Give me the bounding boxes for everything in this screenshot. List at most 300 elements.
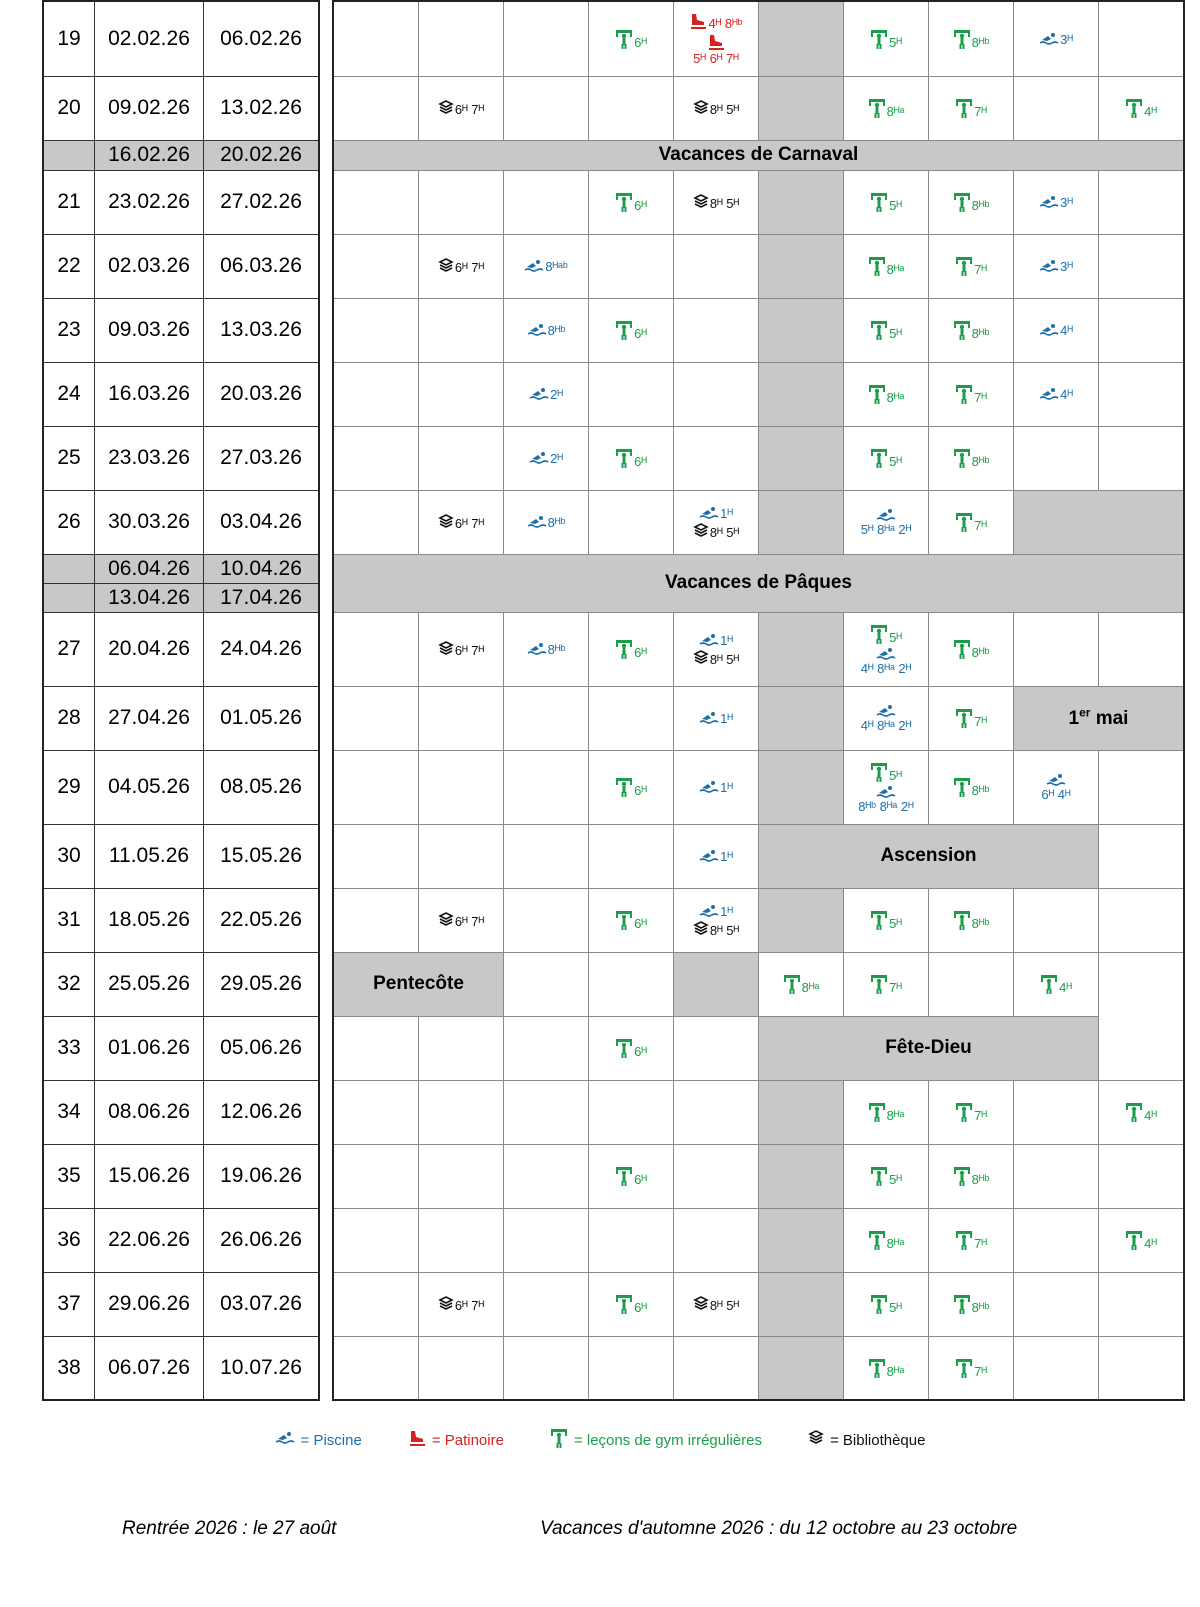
schedule-cell (419, 298, 504, 362)
schedule-cell (1099, 888, 1185, 952)
week-row (43, 888, 319, 952)
schedule-entry (699, 904, 733, 918)
gym-icon (955, 1358, 973, 1378)
schedule-entry (868, 384, 905, 404)
schedule-row (333, 1016, 1184, 1080)
schedule-cell (844, 170, 929, 234)
schedule-cell (1014, 888, 1099, 952)
swim-icon (699, 506, 719, 520)
cell-entries (419, 1296, 503, 1312)
swim-icon (1039, 259, 1059, 273)
schedule-cell (419, 76, 504, 140)
week-row (43, 298, 319, 362)
schedule-cell (844, 234, 929, 298)
cell-entries (844, 508, 928, 536)
schedule-cell (589, 234, 674, 298)
gym-icon (783, 974, 801, 994)
cell-entries (929, 777, 1013, 797)
schedule-row (333, 1, 1184, 76)
class-levels: 5ᴴ (889, 454, 902, 469)
gym-icon (615, 639, 633, 659)
schedule-cell (674, 686, 759, 750)
cell-entries (844, 1294, 928, 1314)
swim-icon (527, 323, 547, 337)
class-levels: 8ᴴᵇ (971, 1172, 990, 1187)
gym-icon (615, 192, 633, 212)
week-number: 27 (43, 612, 95, 686)
schedule-entry (615, 1038, 647, 1058)
week-end-date: 26.06.26 (204, 1208, 320, 1272)
cell-entries (1014, 387, 1098, 401)
class-levels: 5ᴴ (889, 198, 902, 213)
week-end-date: 20.03.26 (204, 362, 320, 426)
book-icon (438, 641, 454, 657)
schedule-cell (674, 1336, 759, 1400)
class-levels: 6ᴴ 7ᴴ (454, 516, 485, 531)
schedule-row (333, 1208, 1184, 1272)
schedule-cell (589, 686, 674, 750)
week-start-date: 23.02.26 (95, 170, 204, 234)
schedule-cell (333, 1016, 419, 1080)
schedule-cell (419, 824, 504, 888)
week-end-date: 27.03.26 (204, 426, 320, 490)
schedule-cell (674, 1144, 759, 1208)
gym-icon (615, 29, 633, 49)
cell-entries (844, 1358, 928, 1378)
week-row (43, 140, 319, 170)
cell-entries (589, 639, 673, 659)
gym-icon (955, 1102, 973, 1122)
week-start-date: 23.03.26 (95, 426, 204, 490)
week-number: 19 (43, 1, 95, 76)
class-levels: 8ᴴᵇ (547, 642, 566, 657)
week-number: 35 (43, 1144, 95, 1208)
schedule-cell (844, 1144, 929, 1208)
class-levels: 4ᴴ (1060, 323, 1073, 338)
class-levels: 8ᴴᵇ (971, 645, 990, 660)
schedule-cell (844, 426, 929, 490)
schedule-entry (861, 508, 911, 536)
week-start-date: 20.04.26 (95, 612, 204, 686)
schedule-cell (674, 750, 759, 824)
schedule-cell (504, 952, 589, 1016)
schedule-cell (419, 1144, 504, 1208)
class-levels: 7ᴴ (974, 714, 987, 729)
class-levels: 5ᴴ (889, 916, 902, 931)
week-number: 32 (43, 952, 95, 1016)
schedule-cell (929, 888, 1014, 952)
holiday-premier-mai (1014, 686, 1185, 750)
class-levels: 5ᴴ (889, 34, 902, 50)
gym-icon (870, 624, 888, 644)
schedule-entry (529, 451, 563, 465)
closed-cell (759, 612, 844, 686)
gym-icon (955, 708, 973, 728)
schedule-entry (1039, 387, 1073, 401)
book-icon (693, 1296, 709, 1312)
closed-cell (759, 362, 844, 426)
schedule-cell (419, 490, 504, 554)
holiday-banner-carnaval: Vacances de Carnaval (333, 140, 1184, 170)
schedule-row (333, 612, 1184, 686)
schedule-entry (870, 448, 902, 468)
class-levels: 4ᴴ (1144, 1236, 1157, 1251)
cell-entries (674, 100, 758, 116)
schedule-cell (844, 362, 929, 426)
schedule-entry (953, 320, 990, 340)
schedule-cell (333, 824, 419, 888)
schedule-entry (1041, 773, 1070, 801)
book-icon (438, 912, 454, 928)
gym-icon (870, 448, 888, 468)
schedule-cell (674, 76, 759, 140)
schedule-entry (1040, 974, 1072, 994)
cell-entries (1099, 1230, 1183, 1250)
schedule-cell (1099, 298, 1185, 362)
schedule-cell (1099, 612, 1185, 686)
class-levels: 5ᴴ (889, 326, 902, 341)
schedule-entry (615, 29, 647, 49)
schedule-cell (419, 170, 504, 234)
schedule-cell (333, 612, 419, 686)
gym-icon (870, 974, 888, 994)
schedule-cell (1099, 76, 1185, 140)
class-levels: 6ᴴ (634, 1172, 647, 1187)
schedule-cell (674, 824, 759, 888)
class-levels: 5ᴴ (889, 629, 902, 645)
schedule-entry (693, 33, 739, 65)
schedule-cell (333, 1272, 419, 1336)
class-levels: 7ᴴ (974, 262, 987, 277)
note-rentree: Rentrée 2026 : le 27 août (122, 1518, 337, 1539)
activity-schedule-grid (332, 0, 1185, 1401)
cell-entries (929, 708, 1013, 728)
gym-icon (870, 29, 888, 49)
schedule-cell (504, 170, 589, 234)
class-levels: 7ᴴ (889, 980, 902, 995)
class-levels: 8ᴴ 5ᴴ (709, 102, 740, 117)
class-levels: 8ᴴᵇ (971, 326, 990, 341)
schedule-entry (615, 639, 647, 659)
cell-entries (929, 910, 1013, 930)
schedule-cell (504, 76, 589, 140)
week-number (43, 140, 95, 170)
schedule-cell (589, 1208, 674, 1272)
schedule-cell (1014, 1336, 1099, 1400)
cell-entries (674, 506, 758, 539)
schedule-entry (615, 320, 647, 340)
schedule-row (333, 686, 1184, 750)
book-icon (438, 100, 454, 116)
gym-icon (955, 1230, 973, 1250)
week-start-date: 02.02.26 (95, 1, 204, 76)
week-row (43, 170, 319, 234)
schedule-cell (504, 686, 589, 750)
schedule-cell (674, 426, 759, 490)
schedule-row (333, 750, 1184, 824)
cell-entries (589, 910, 673, 930)
schedule-cell (333, 1336, 419, 1400)
swim-icon (1046, 773, 1066, 787)
week-row (43, 1016, 319, 1080)
gym-icon (870, 762, 888, 782)
swim-icon (699, 633, 719, 647)
schedule-entry (870, 29, 902, 49)
book-icon (808, 1430, 824, 1450)
cell-entries (844, 256, 928, 276)
class-levels: 8ᴴ 5ᴴ (709, 1298, 740, 1313)
schedule-entry (953, 448, 990, 468)
cell-entries (844, 624, 928, 675)
holiday-ascension: Ascension (759, 824, 1099, 888)
schedule-row (333, 170, 1184, 234)
schedule-cell (1099, 426, 1185, 490)
gym-icon (953, 1294, 971, 1314)
class-levels: 4ᴴ (1144, 104, 1157, 119)
class-levels: 5ᴴ (889, 1300, 902, 1315)
schedule-row (333, 426, 1184, 490)
schedule-cell (504, 1336, 589, 1400)
legend-piscine: = Piscine (275, 1428, 362, 1452)
schedule-row (333, 298, 1184, 362)
gym-icon (953, 777, 971, 797)
week-end-date: 03.04.26 (204, 490, 320, 554)
schedule-cell (844, 76, 929, 140)
week-number: 29 (43, 750, 95, 824)
class-levels: 8ᴴᵃ (801, 980, 820, 995)
schedule-cell (844, 888, 929, 952)
gym-icon (615, 777, 633, 797)
schedule-cell (589, 1144, 674, 1208)
schedule-entry (870, 1166, 902, 1186)
class-levels: 4ᴴ 8ᴴᵇ (708, 16, 743, 32)
schedule-cell (844, 686, 929, 750)
cell-entries (844, 910, 928, 930)
week-start-date: 06.04.26 (95, 554, 204, 583)
closed-cell (759, 1208, 844, 1272)
schedule-cell (419, 686, 504, 750)
schedule-cell (504, 1016, 589, 1080)
schedule-entry (868, 98, 905, 118)
class-levels: 6ᴴ 7ᴴ (454, 914, 485, 929)
class-levels: 3ᴴ (1060, 195, 1073, 210)
closed-cell (759, 1, 844, 76)
week-end-date: 13.03.26 (204, 298, 320, 362)
schedule-entry (868, 1102, 905, 1122)
schedule-cell (504, 1080, 589, 1144)
schedule-entry (615, 777, 647, 797)
cell-entries (419, 912, 503, 928)
schedule-entry (1039, 32, 1073, 46)
schedule-entry (1125, 1102, 1157, 1122)
closed-cell (759, 298, 844, 362)
schedule-cell (674, 1272, 759, 1336)
schedule-cell (844, 1272, 929, 1336)
week-start-date: 15.06.26 (95, 1144, 204, 1208)
gym-icon (615, 1294, 633, 1314)
gym-icon (953, 320, 971, 340)
schedule-row (333, 490, 1184, 554)
week-number: 28 (43, 686, 95, 750)
schedule-cell (674, 1080, 759, 1144)
class-levels: 8ᴴᵇ (971, 783, 990, 798)
class-levels: 4ᴴ 8ᴴᵃ 2ᴴ (860, 660, 912, 676)
legend (0, 1428, 1200, 1452)
cell-entries (674, 849, 758, 863)
week-row (43, 1272, 319, 1336)
class-levels: 7ᴴ (974, 1236, 987, 1251)
week-row (43, 554, 319, 583)
schedule-cell (1099, 1080, 1185, 1144)
gym-icon (953, 1166, 971, 1186)
week-start-date: 09.03.26 (95, 298, 204, 362)
schedule-cell (1099, 362, 1185, 426)
week-row (43, 1, 319, 76)
swim-icon (275, 1431, 295, 1449)
gym-icon (955, 256, 973, 276)
class-levels: 8ᴴᵇ (971, 454, 990, 469)
cell-entries (844, 384, 928, 404)
schedule-cell (589, 1016, 674, 1080)
legend-bibliotheque: = Bibliothèque (808, 1428, 926, 1452)
schedule-cell (929, 490, 1014, 554)
swim-icon (699, 711, 719, 725)
schedule-cell (1014, 1144, 1099, 1208)
cell-entries (1099, 98, 1183, 118)
cell-entries (674, 12, 758, 65)
cell-entries (929, 1102, 1013, 1122)
swim-icon (529, 387, 549, 401)
schedule-cell (333, 426, 419, 490)
schedule-row (333, 824, 1184, 888)
class-levels: 8ᴴ 5ᴴ (709, 651, 740, 667)
skate-icon (707, 33, 725, 51)
class-levels: 4ᴴ 8ᴴᵃ 2ᴴ (860, 718, 912, 733)
schedule-cell (419, 612, 504, 686)
class-levels: 6ᴴ 7ᴴ (454, 643, 485, 658)
class-levels: 1ᴴ (720, 780, 733, 795)
week-start-date: 27.04.26 (95, 686, 204, 750)
schedule-entry (438, 1296, 484, 1312)
swim-icon (876, 508, 896, 522)
schedule-cell (589, 750, 674, 824)
schedule-cell (419, 1016, 504, 1080)
gym-icon (615, 1038, 633, 1058)
schedule-cell (333, 362, 419, 426)
schedule-entry (438, 912, 484, 928)
schedule-row (333, 140, 1184, 170)
class-levels: 8ᴴ 5ᴴ (709, 922, 740, 938)
cell-entries (1014, 974, 1098, 994)
schedule-entry (955, 1358, 987, 1378)
class-levels: 5ᴴ 6ᴴ 7ᴴ (693, 51, 739, 67)
week-end-date: 24.04.26 (204, 612, 320, 686)
schedule-cell (1014, 1272, 1099, 1336)
schedule-cell (1014, 362, 1099, 426)
swim-icon (699, 780, 719, 794)
schedule-entry (1125, 1230, 1157, 1250)
cell-entries (929, 1294, 1013, 1314)
gym-icon (870, 1294, 888, 1314)
schedule-cell (1014, 426, 1099, 490)
schedule-entry (527, 515, 566, 529)
class-levels: 8ᴴᵇ (971, 198, 990, 213)
cell-entries (589, 29, 673, 49)
gym-icon (615, 910, 633, 930)
schedule-cell (844, 1336, 929, 1400)
schedule-cell (333, 888, 419, 952)
schedule-entry (953, 910, 990, 930)
cell-entries (504, 387, 588, 401)
week-number: 20 (43, 76, 95, 140)
cell-entries (1014, 259, 1098, 273)
schedule-entry (699, 506, 733, 520)
cell-entries (674, 904, 758, 937)
schedule-entry (527, 323, 566, 337)
schedule-entry (693, 1296, 739, 1312)
schedule-cell (1014, 750, 1099, 824)
week-end-date: 19.06.26 (204, 1144, 320, 1208)
class-levels: 4ᴴ (1059, 980, 1072, 995)
gym-icon (870, 192, 888, 212)
class-levels: 6ᴴ (634, 645, 647, 660)
class-levels: 8ᴴᵇ (971, 34, 990, 50)
class-levels: 4ᴴ (1144, 1108, 1157, 1123)
schedule-cell (1014, 76, 1099, 140)
week-end-date: 08.05.26 (204, 750, 320, 824)
schedule-entry (615, 1294, 647, 1314)
swim-icon (529, 451, 549, 465)
week-start-date: 04.05.26 (95, 750, 204, 824)
schedule-entry (699, 780, 733, 794)
week-row (43, 583, 319, 612)
schedule-row (333, 234, 1184, 298)
cell-entries (844, 98, 928, 118)
cell-entries (844, 192, 928, 212)
holiday-fete-dieu: Fête-Dieu (759, 1016, 1099, 1080)
schedule-entry (527, 642, 566, 656)
schedule-cell (844, 612, 929, 686)
schedule-cell (674, 298, 759, 362)
schedule-cell (504, 750, 589, 824)
gym-icon (868, 98, 886, 118)
schedule-cell (1014, 234, 1099, 298)
class-levels: 6ᴴ (634, 454, 647, 469)
gym-icon (868, 1230, 886, 1250)
schedule-cell (1099, 750, 1185, 824)
skate-icon (689, 12, 707, 30)
schedule-entry (1125, 98, 1157, 118)
schedule-cell (589, 1272, 674, 1336)
schedule-cell (674, 1208, 759, 1272)
cell-entries (844, 1230, 928, 1250)
cell-entries (504, 515, 588, 529)
week-date-table (42, 0, 320, 1401)
closed-cell (759, 1080, 844, 1144)
schedule-cell (504, 426, 589, 490)
class-levels: 6ᴴ 4ᴴ (1041, 787, 1071, 802)
cell-entries (504, 642, 588, 656)
cell-entries (844, 1166, 928, 1186)
week-start-date: 02.03.26 (95, 234, 204, 298)
closed-cell (759, 76, 844, 140)
schedule-cell (844, 1, 929, 76)
week-end-date: 05.06.26 (204, 1016, 320, 1080)
week-row (43, 234, 319, 298)
schedule-cell (589, 612, 674, 686)
cell-entries (589, 1166, 673, 1186)
cell-entries (929, 1358, 1013, 1378)
